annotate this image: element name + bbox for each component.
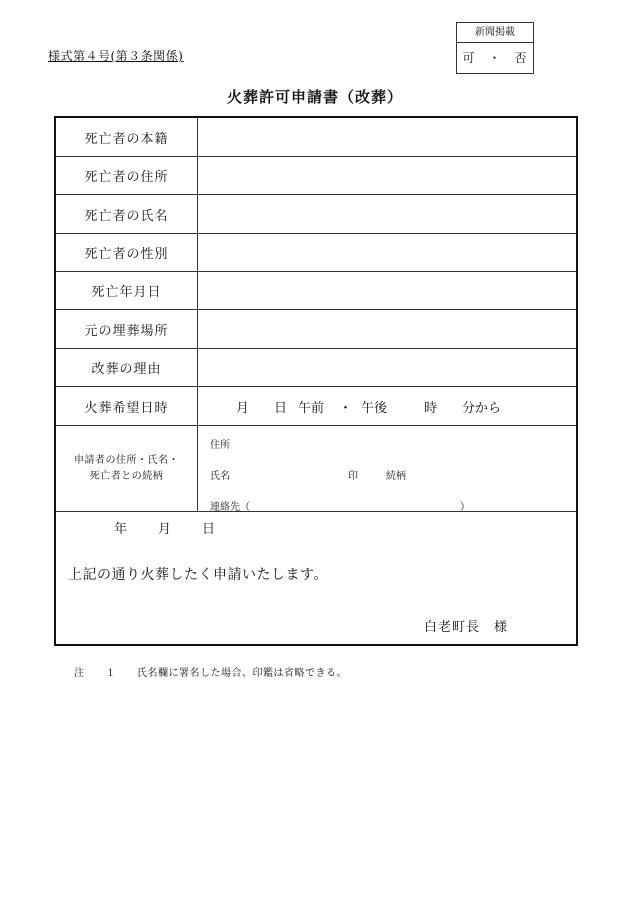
label-death-date: 死亡年月日	[56, 272, 198, 309]
form-row-reason	[56, 349, 576, 387]
document-title: 火葬許可申請書（改葬）	[226, 88, 403, 106]
applicant-relationship-field[interactable]: 続柄	[386, 471, 406, 482]
applicant-contact-close: ）	[460, 502, 470, 513]
form-row-sex	[56, 234, 576, 272]
input-domicile[interactable]	[198, 118, 576, 156]
label-applicant-line2: 死亡者との続柄	[89, 470, 164, 482]
declaration-statement: 上記の通り火葬したく申請いたします。	[68, 567, 328, 583]
form-number: 様式第４号(第３条関係)	[48, 49, 184, 63]
newspaper-publication-title: 新聞掲載	[457, 23, 533, 43]
input-burial-place[interactable]	[198, 310, 576, 348]
declaration-month-unit: 月	[158, 522, 172, 537]
cremation-hour-unit: 時	[424, 400, 438, 416]
applicant-fields	[198, 426, 576, 511]
declaration-addressee: 白老町長 様	[424, 620, 509, 635]
application-form-table	[54, 116, 578, 646]
form-row-domicile	[56, 118, 576, 157]
form-row-cremation-datetime	[56, 387, 576, 426]
label-name: 死亡者の氏名	[56, 195, 198, 233]
declaration-day-unit: 日	[202, 522, 216, 537]
form-row-applicant	[56, 426, 576, 512]
declaration-section	[56, 512, 576, 644]
label-cremation-datetime: 火葬希望日時	[56, 387, 198, 425]
label-reason: 改葬の理由	[56, 349, 198, 386]
form-row-death-date	[56, 272, 576, 310]
applicant-seal-label: 印	[348, 471, 358, 482]
applicant-contact-field[interactable]: 連絡先（	[210, 502, 250, 513]
cremation-pm-option[interactable]: 午後	[361, 400, 388, 416]
label-address: 死亡者の住所	[56, 157, 198, 194]
input-name[interactable]	[198, 195, 576, 233]
declaration-year-unit: 年	[114, 522, 128, 537]
input-address[interactable]	[198, 157, 576, 194]
cremation-minute-unit: 分から	[462, 400, 502, 416]
label-applicant	[56, 426, 198, 511]
cremation-am-option[interactable]: 午前	[298, 400, 325, 416]
form-row-burial-place	[56, 310, 576, 349]
input-death-date[interactable]	[198, 272, 576, 309]
label-sex: 死亡者の性別	[56, 234, 198, 271]
cremation-ampm-separator: ・	[339, 400, 353, 416]
input-reason[interactable]	[198, 349, 576, 386]
label-burial-place: 元の埋葬場所	[56, 310, 198, 348]
newspaper-publication-box	[456, 22, 534, 74]
cremation-day-unit: 日	[274, 400, 288, 416]
cremation-month-unit: 月	[236, 400, 250, 416]
footnote: 注 １ 氏名欄に署名した場合、印鑑は省略できる。	[74, 668, 347, 679]
applicant-name-field[interactable]: 氏名	[210, 471, 230, 482]
label-domicile: 死亡者の本籍	[56, 118, 198, 156]
label-applicant-line1: 申請者の住所・氏名・	[74, 454, 179, 466]
newspaper-publication-options[interactable]: 可 ・ 否	[462, 51, 528, 65]
form-row-address	[56, 157, 576, 195]
input-sex[interactable]	[198, 234, 576, 271]
input-cremation-datetime[interactable]	[198, 387, 576, 425]
form-row-name	[56, 195, 576, 234]
applicant-address-field[interactable]: 住所	[210, 440, 230, 451]
